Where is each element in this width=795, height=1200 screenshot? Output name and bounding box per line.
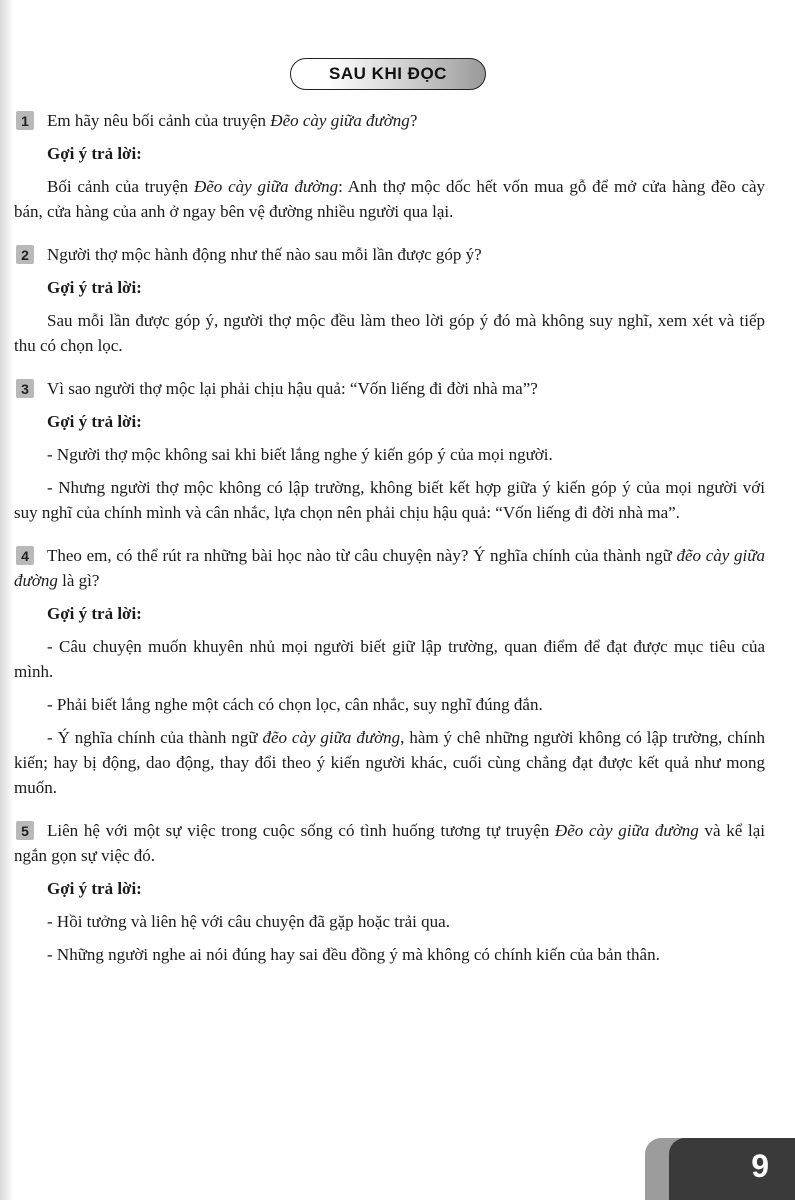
page-binding-shadow (0, 0, 14, 1200)
answer-paragraph: - Người thợ mộc không sai khi biết lắng nghe ý kiến góp ý của mọi người. (47, 445, 553, 464)
answer-paragraph: Bối cảnh của truyện Đẽo cày giữa đường: Anh thợ mộc dốc hết vốn mua gỗ để mở cửa hàng đẽo cày bán, cửa hàng của anh ở ngay bên vệ đường nhiều người qua lại. (14, 177, 765, 221)
question-number: 3 (16, 379, 34, 398)
answer-label: Gợi ý trả lời: (47, 144, 142, 163)
section-header (0, 58, 795, 92)
page-number-tab (645, 1138, 795, 1200)
answer-paragraph: - Ý nghĩa chính của thành ngữ đẽo cày giữa đường, hàm ý chê những người không có lập trường, chính kiến; hay bị động, dao động, thay đổi theo ý kiến người khác, cuối cùng chẳng đạt được kết quả như mong muốn. (14, 728, 765, 797)
question-text: Vì sao người thợ mộc lại phải chịu hậu quả: “Vốn liếng đi đời nhà ma”? (47, 379, 538, 398)
answer-paragraph: Sau mỗi lần được góp ý, người thợ mộc đều làm theo lời góp ý đó mà không suy nghĩ, xem xét và tiếp thu có chọn lọc. (14, 311, 765, 355)
answer-paragraph: - Hồi tưởng và liên hệ với câu chuyện đã gặp hoặc trải qua. (47, 912, 450, 931)
question-text: Liên hệ với một sự việc trong cuộc sống có tình huống tương tự truyện Đẽo cày giữa đường và kể lại ngắn gọn sự việc đó. (14, 821, 765, 865)
answer-paragraph: - Nhưng người thợ mộc không có lập trường, không biết kết hợp giữa ý kiến góp ý của mọi người với suy nghĩ của chính mình và cân nhắc, lựa chọn nên phải chịu hậu quả: “Vốn liếng đi đời nhà ma”. (14, 478, 765, 522)
page-number: 9 (751, 1148, 769, 1184)
question-text: Theo em, có thể rút ra những bài học nào từ câu chuyện này? Ý nghĩa chính của thành ngữ đẽo cày giữa đường là gì? (14, 546, 765, 590)
answer-label: Gợi ý trả lời: (47, 879, 142, 898)
answer-label: Gợi ý trả lời: (47, 604, 142, 623)
section-title: SAU KHI ĐỌC (290, 58, 486, 90)
question-number: 4 (16, 546, 34, 565)
question-item (14, 543, 769, 800)
answer-label: Gợi ý trả lời: (47, 278, 142, 297)
question-number: 1 (16, 111, 34, 130)
question-number: 2 (16, 245, 34, 264)
question-item (14, 818, 769, 967)
answer-paragraph: - Câu chuyện muốn khuyên nhủ mọi người biết giữ lập trường, quan điểm để đạt được mục tiêu của mình. (14, 637, 765, 681)
answer-label: Gợi ý trả lời: (47, 412, 142, 431)
question-text: Người thợ mộc hành động như thế nào sau mỗi lần được góp ý? (47, 245, 482, 264)
question-text: Em hãy nêu bối cảnh của truyện Đẽo cày giữa đường? (47, 111, 418, 130)
question-number: 5 (16, 821, 34, 840)
question-item (14, 376, 769, 525)
question-item (14, 242, 769, 358)
tab-background (669, 1138, 795, 1200)
question-list (14, 108, 769, 985)
answer-paragraph: - Phải biết lắng nghe một cách có chọn lọc, cân nhắc, suy nghĩ đúng đắn. (47, 695, 543, 714)
answer-paragraph: - Những người nghe ai nói đúng hay sai đều đồng ý mà không có chính kiến của bản thân. (47, 945, 660, 964)
question-item (14, 108, 769, 224)
